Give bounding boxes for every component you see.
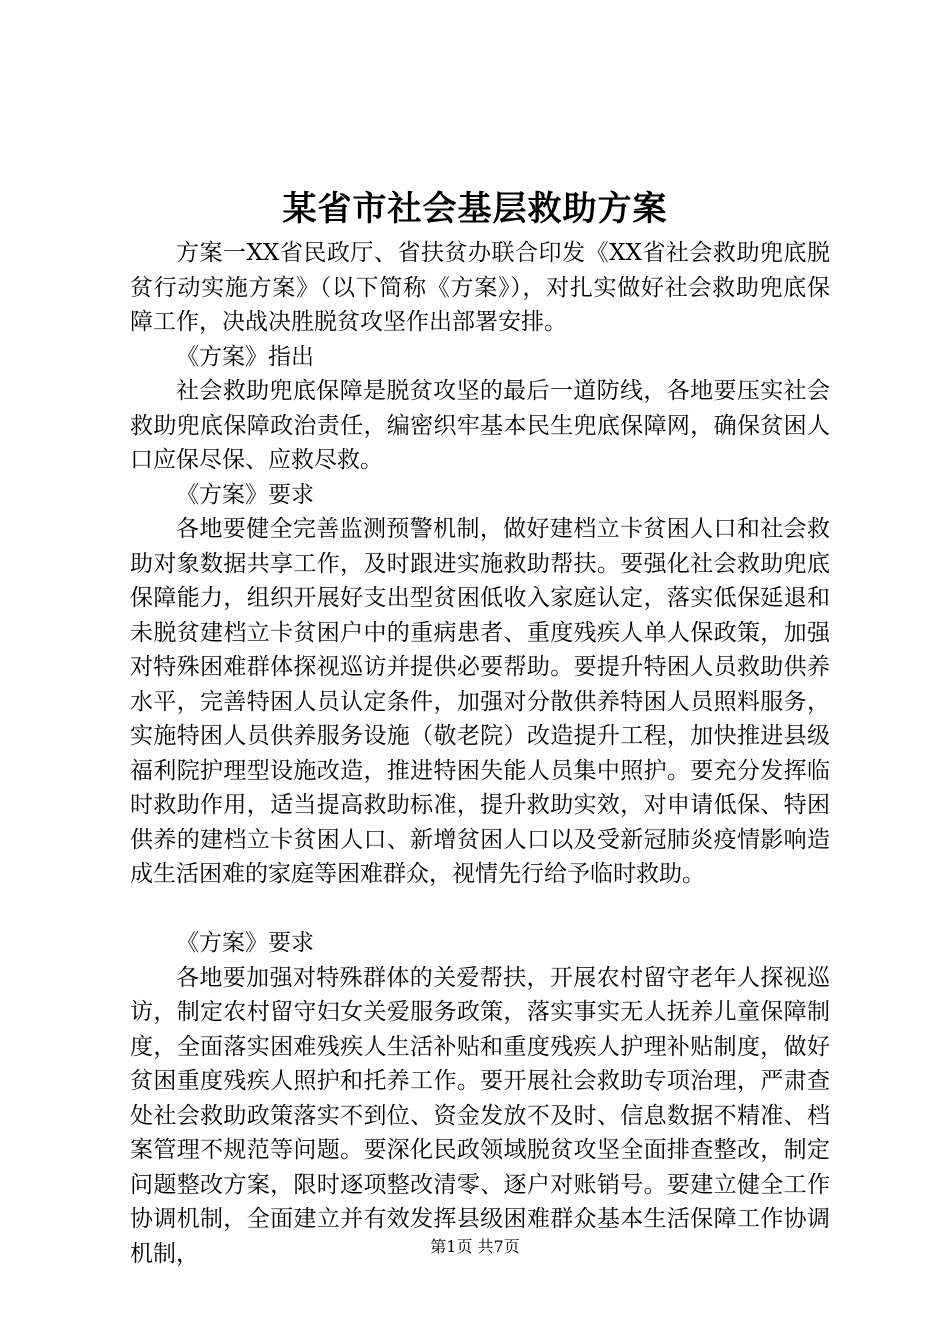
paragraph-special-groups: 各地要加强对特殊群体的关爱帮扶，开展农村留守老年人探视巡访，制定农村留守妇女关爱服务政策，落实事实无人抚养儿童保障制度，全面落实困难残疾人生活补贴和重度残疾人护理补贴制度，做好贫困重度残疾人照护和托养工作。要开展社会救助专项治理，严肃查处社会救助政策落实不到位、资金发放不及时、信息数据不精准、档案管理不规范等问题。要深化民政领域脱贫攻坚全面排查整改，制定问题整改方案，限时逐项整改清零、逐户对账销号。要建立健全工作协调机制，全面建立并有效发挥县级困难群众基本生活保障工作协调机制， [130, 964, 830, 1267]
paragraph-heading-pointed-out: 《方案》指出 [176, 343, 314, 370]
paragraph-intro: 方案一XX省民政厅、省扶贫办联合印发《XX省社会救助兜底脱贫行动实施方案》（以下简称《方案》），对扎实做好社会救助兜底保障工作，决战决胜脱贫攻坚作出部署安排。 [130, 240, 830, 335]
page-footer: 第1页 共7页 [430, 1237, 520, 1256]
paragraph-spacer [130, 892, 830, 927]
document-title: 某省市社会基层救助方案 [282, 189, 668, 229]
paragraph-heading-requirement-2: 《方案》要求 [176, 930, 314, 956]
paragraph-monitoring: 各地要健全完善监测预警机制，做好建档立卡贫困人口和社会救助对象数据共享工作，及时跟进实施救助帮扶。要强化社会救助兜底保障能力，组织开展好支出型贫困低收入家庭认定，落实低保延退和未脱贫建档立卡贫困户中的重病患者、重度残疾人单人保政策，加强对特殊困难群体探视巡访并提供必要帮助。要提升特困人员救助供养水平，完善特困人员认定条件，加强对分散供养特困人员照料服务，实施特困人员供养服务设施（敬老院）改造提升工程，加快推进县级福利院护理型设施改造，推进特困失能人员集中照护。要充分发挥临时救助作用，适当提高救助标准，提升救助实效，对申请低保、特困供养的建档立卡贫困人口、新增贫困人口以及受新冠肺炎疫情影响造成生活困难的家庭等困难群众，视情先行给予临时救助。 [130, 516, 830, 887]
document-body [130, 236, 830, 1271]
paragraph-safety-net: 社会救助兜底保障是脱贫攻坚的最后一道防线，各地要压实社会救助兜底保障政治责任，编密织牢基本民生兜底保障网，确保贫困人口应保尽保、应救尽救。 [130, 378, 830, 473]
paragraph-heading-requirement-1: 《方案》要求 [176, 481, 314, 508]
